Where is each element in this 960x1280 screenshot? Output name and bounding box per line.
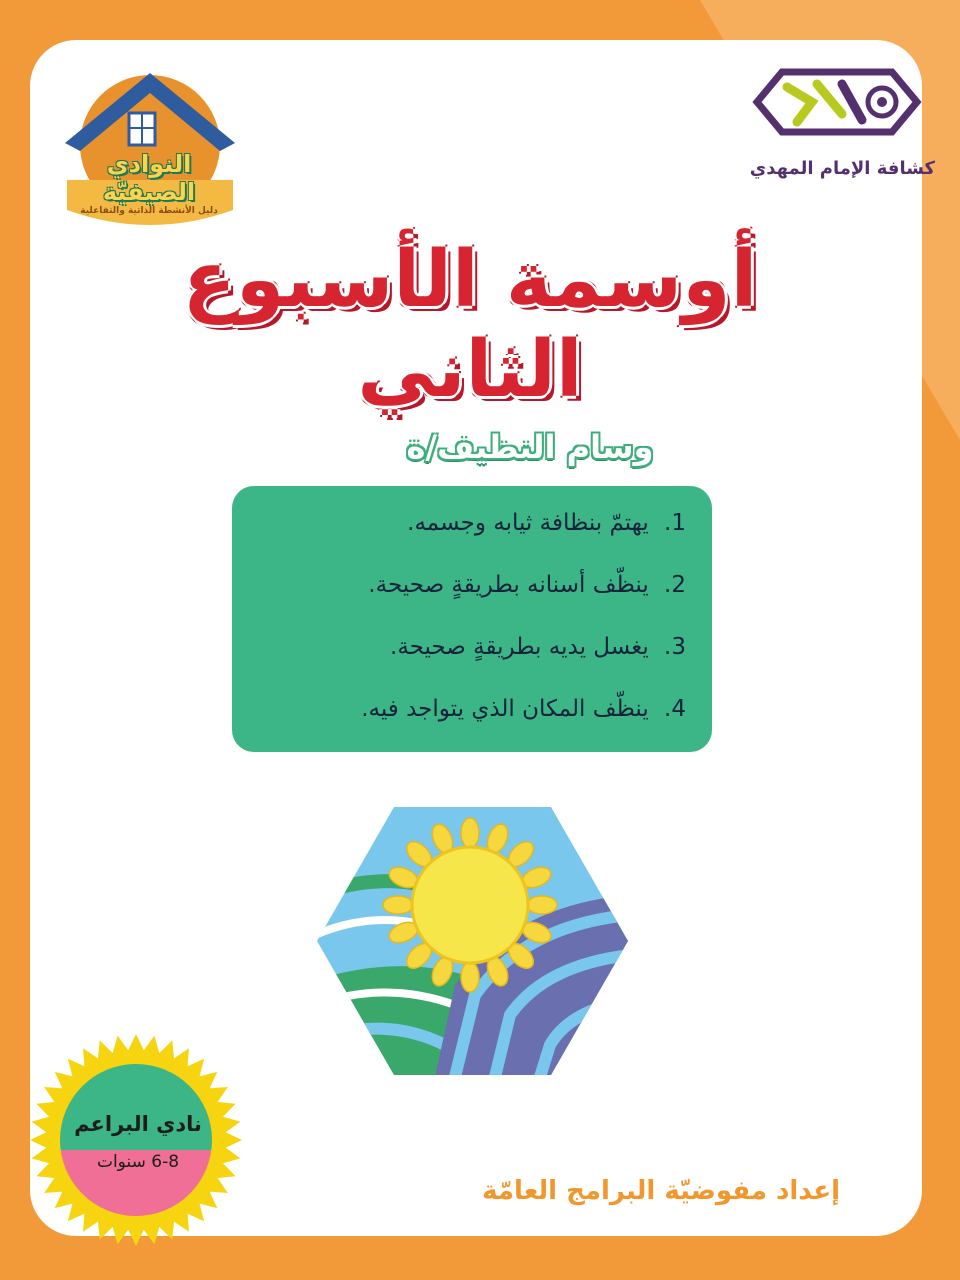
item-text: يهتمّ بنظافة ثيابه وجسمه. [407, 510, 649, 536]
list-item [252, 508, 686, 570]
scouts-logo-text: كشافة الإمام المهدي [749, 158, 935, 179]
sun-petal [461, 818, 479, 848]
page-title: أوسمة الأسبوع الثاني [182, 235, 758, 415]
item-number: 4. [664, 696, 686, 722]
summer-clubs-subtitle: دليل الأنشطة الذاتية والتفاعلية [80, 206, 218, 216]
requirements-list [232, 486, 712, 752]
list-item [252, 570, 686, 632]
sun-petal [527, 896, 557, 914]
club-name: نادي البراعم [74, 1112, 202, 1136]
item-number: 2. [664, 572, 686, 598]
item-number: 1. [664, 510, 686, 536]
item-text: يغسل يديه بطريقةٍ صحيحة. [390, 634, 649, 660]
club-age: 6-8 سنوات [96, 1152, 180, 1172]
sun-petal [461, 962, 479, 992]
item-number: 3. [664, 634, 686, 660]
list-item [252, 632, 686, 694]
summer-clubs-title: النوادي الصيفيّة [102, 150, 196, 206]
sun-petal [383, 896, 413, 914]
item-text: ينظّف أسنانه بطريقةٍ صحيحة. [368, 572, 649, 598]
footer-credit: إعداد مفوضيّة البرامج العامّة [482, 1176, 840, 1206]
badge-title: وسام النظيف/ة [406, 428, 654, 466]
item-text: ينظّف المكان الذي يتواجد فيه. [361, 696, 649, 722]
list-item [252, 694, 686, 756]
sun-badge-icon [315, 805, 630, 1077]
club-seal-icon [28, 1032, 244, 1248]
